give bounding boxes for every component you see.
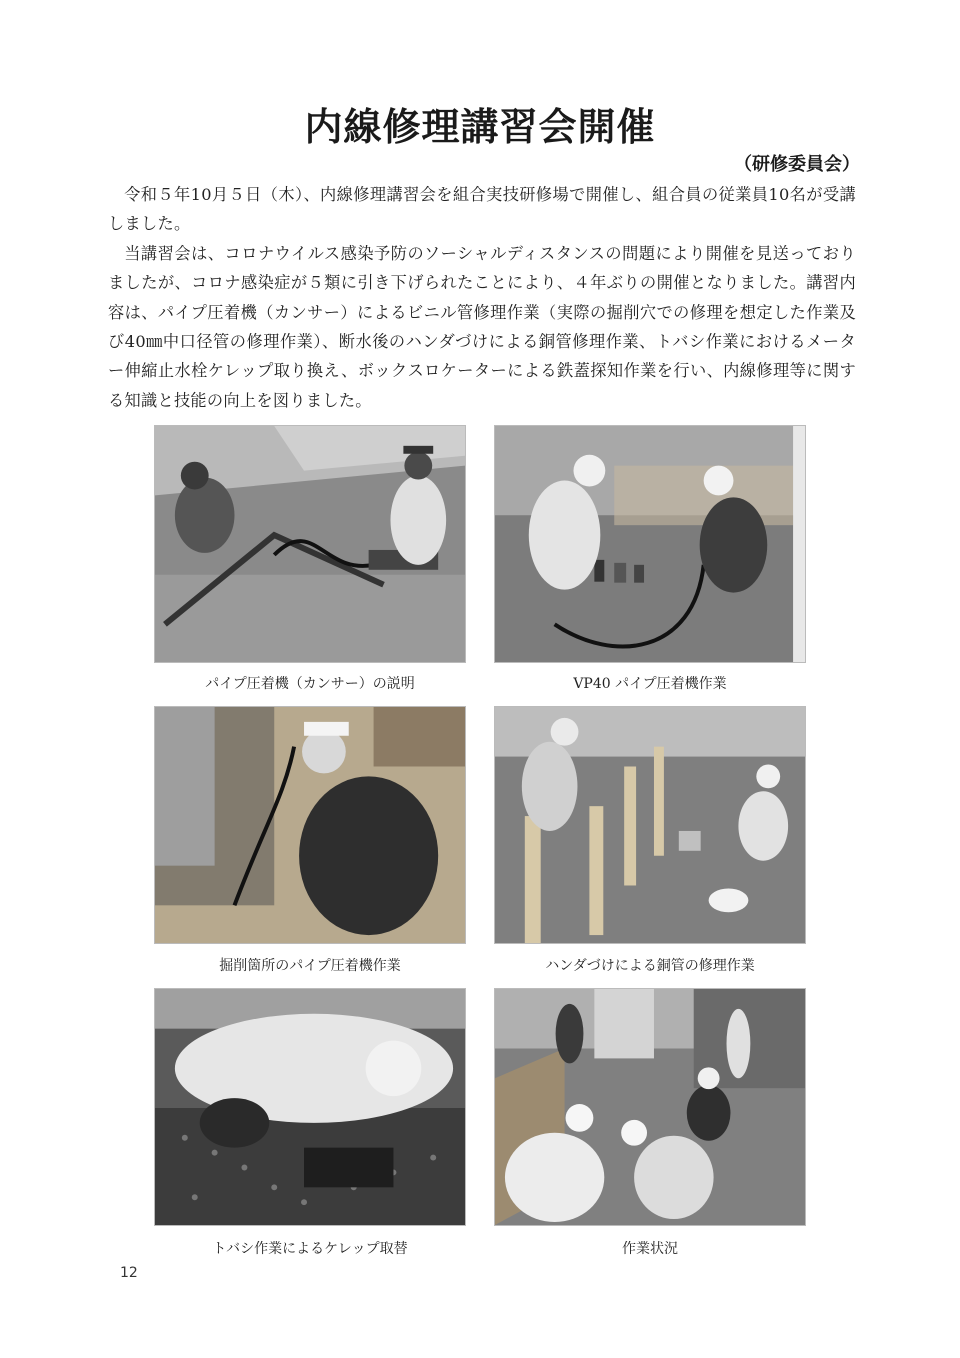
photo-soldering-repair — [494, 706, 806, 944]
photo-caption: ハンダづけによる銅管の修理作業 — [545, 958, 755, 974]
photo-keleppu-replacement — [154, 988, 466, 1226]
organizer-label: （研修委員会） — [734, 154, 860, 175]
photo-vp40-crimper — [494, 425, 806, 663]
photo-caption: VP40 パイプ圧着機作業 — [573, 676, 727, 692]
photo-work-situation — [494, 988, 806, 1226]
photo-crimper-explanation — [154, 425, 466, 663]
paragraph: 令和５年10月５日（木）、内線修理講習会を組合実技研修場で開催し、組合員の従業員10名が受講しました。 — [108, 185, 856, 234]
paragraph: 当講習会は、コロナウイルス感染予防のソーシャルディスタンスの問題により開催を見送っておりましたが、コロナ感染症が５類に引き下げられたことにより、４年ぶりの開催となりました。講習内容は、パイプ圧着機（カンサー）によるビニル管修理作業（実際の掘削穴での修理を想定した作業及び40㎜中口径管の修理作業）、断水後のハンダづけによる銅管修理作業、トバシ作業におけるメーター伸縮止水栓ケレップ取り換え、ボックスロケーターによる鉄蓋探知作業を行い、内線修理等に関する知識と技能の向上を図りました。 — [108, 243, 856, 410]
photo-caption: トバシ作業によるケレップ取替 — [212, 1241, 408, 1257]
article-body — [108, 180, 856, 415]
photo-caption: 掘削箇所のパイプ圧着機作業 — [219, 958, 401, 974]
photo-caption: パイプ圧着機（カンサー）の説明 — [205, 676, 415, 692]
page-number: 12 — [120, 1265, 138, 1281]
photo-excavation-crimper — [154, 706, 466, 944]
photo-caption: 作業状況 — [622, 1241, 678, 1257]
article-title: 内線修理講習会開催 — [304, 105, 656, 149]
